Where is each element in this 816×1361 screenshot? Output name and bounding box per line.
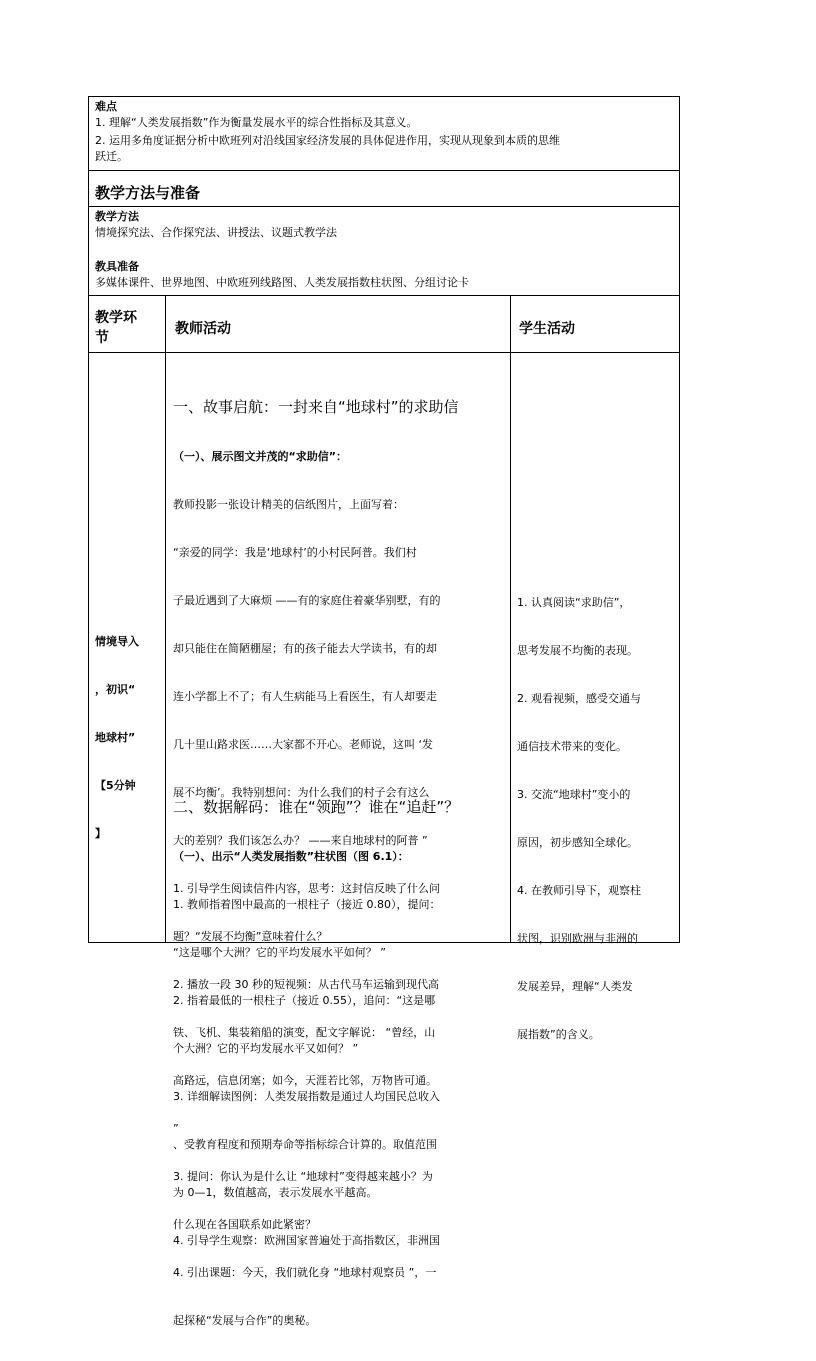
stage-line: 【5分钟 (95, 779, 136, 792)
teacher-line: 2. 指着最低的一根柱子（接近 0.55），追问：“这是哪 (173, 994, 436, 1007)
teacher-cell-part2 (173, 765, 507, 1281)
teacher-line: 3. 详细解读图例：人类发展指数是通过人均国民总收入 (173, 1090, 440, 1103)
lesson-plan-table (88, 96, 680, 1327)
student-line: 发展差异，理解“人类发 (517, 980, 633, 993)
teacher-line: 题？“发展不均衡”意味着什么？ (173, 930, 328, 943)
teacher-line: 子最近遇到了大麻烦 ——有的家庭住着豪华别墅，有的 (173, 594, 441, 607)
teacher-part2-subtitle: （一）、出示“人类发展指数”柱状图（图 6.1）： (173, 850, 409, 863)
student-line: 1. 认真阅读“求助信”， (517, 596, 631, 609)
stage-line: 情境导入 (95, 635, 139, 648)
teacher-line: 教师投影一张设计精美的信纸图片，上面写着： (173, 498, 404, 511)
header-stage-line2: 节 (95, 330, 109, 346)
stage-cell (95, 602, 161, 874)
header-student: 学生活动 (519, 321, 575, 337)
teacher-line: 却只能住在简陋棚屋；有的孩子能去大学读书，有的却 (173, 642, 437, 655)
difficulty-item: 跃迁。 (95, 150, 128, 163)
teacher-line: 4. 引导学生观察：欧洲国家普遍处于高指数区，非洲国 (173, 1234, 440, 1247)
student-line: 3. 交流“地球村”变小的 (517, 788, 631, 801)
stage-line: 地球村” (95, 731, 136, 744)
teacher-line: 1. 教师指着图中最高的一根柱子（接近 0.80），提问： (173, 898, 441, 911)
teacher-line: “这是哪个大洲？它的平均发展水平如何？ ” (173, 946, 386, 959)
row-divider (89, 352, 679, 353)
teacher-line: 展不均衡’。我特别想问：为什么我们的村子会有这么 (173, 786, 430, 799)
teacher-line: 什么现在各国联系如此紧密？ (173, 1218, 316, 1231)
teacher-line: 为 0—1，数值越高，表示发展水平越高。 (173, 1186, 378, 1199)
student-cell (517, 563, 677, 1075)
teacher-line: 、受教育程度和预期寿命等指标综合计算的。取值范围 (173, 1138, 437, 1151)
student-line: 状图，识别欧洲与非洲的 (517, 932, 638, 945)
difficulty-item: 2. 运用多角度证据分析中欧班列对沿线国家经济发展的具体促进作用，实现从现象到本质的思维 (95, 134, 560, 147)
method-title: 教学方法 (95, 210, 139, 223)
teacher-line: 2. 播放一段 30 秒的短视频：从古代马车运输到现代高 (173, 978, 439, 991)
row-divider (89, 206, 679, 207)
teacher-part2-title: 二、数据解码：谁在“领跑”？谁在“追赶”？ (173, 798, 460, 816)
teacher-line: 高路远，信息闭塞；如今，天涯若比邻，万物皆可通。 (173, 1074, 437, 1087)
tools-title: 教具准备 (95, 260, 139, 273)
student-line: 2. 观看视频，感受交通与 (517, 692, 641, 705)
teacher-line: 个大洲？它的平均发展水平又如何？ ” (173, 1042, 359, 1055)
teacher-line: 3. 提问：你认为是什么让 “地球村”变得越来越小？为 (173, 1170, 433, 1183)
teacher-part1-title: 一、故事启航：一封来自“地球村”的求助信 (173, 398, 459, 416)
header-teacher: 教师活动 (175, 321, 231, 337)
row-divider (89, 170, 679, 171)
difficulty-item: 1. 理解“人类发展指数”作为衡量发展水平的综合性指标及其意义。 (95, 116, 418, 129)
student-line: 4. 在教师引导下，观察柱 (517, 884, 641, 897)
stage-line: 】 (95, 827, 106, 840)
teacher-part1-subtitle: （一）、展示图文并茂的“求助信”： (173, 450, 347, 463)
teacher-line: 4. 引出课题：今天，我们就化身 “地球村观察员 ”，一 (173, 1266, 437, 1279)
method-text: 情境探究法、合作探究法、讲授法、议题式教学法 (95, 226, 337, 239)
teacher-line: 几十里山路求医……大家都不开心。老师说，这叫 ‘发 (173, 738, 433, 751)
teacher-line: 大的差别？我们该怎么办？ ——来自地球村的阿普 ” (173, 834, 428, 847)
difficulty-title: 难点 (95, 100, 117, 113)
tools-text: 多媒体课件、世界地图、中欧班列线路图、人类发展指数柱状图、分组讨论卡 (95, 276, 469, 289)
column-divider (165, 295, 166, 942)
student-line: 展指数”的含义。 (517, 1028, 600, 1041)
column-divider (510, 295, 511, 942)
teacher-line: 1. 引导学生阅读信件内容，思考：这封信反映了什么问 (173, 882, 440, 895)
teacher-line: “亲爱的同学：我是‘地球村’的小村民阿普。我们村 (173, 546, 417, 559)
student-line: 原因，初步感知全球化。 (517, 836, 638, 849)
stage-line: ，初识“ (95, 683, 136, 696)
student-line: 思考发展不均衡的表现。 (517, 644, 638, 657)
teacher-line: ” (173, 1122, 179, 1135)
teacher-line: 连小学都上不了；有人生病能马上看医生，有人却要走 (173, 690, 437, 703)
header-stage-line1: 教学环 (95, 310, 137, 326)
teacher-line: 铁、飞机、集装箱船的演变，配文字解说： “曾经，山 (173, 1026, 436, 1039)
section-title: 教学方法与准备 (95, 184, 201, 202)
row-divider (89, 295, 679, 296)
teacher-line: 起探秘“发展与合作”的奥秘。 (173, 1314, 317, 1327)
student-line: 通信技术带来的变化。 (517, 740, 627, 753)
